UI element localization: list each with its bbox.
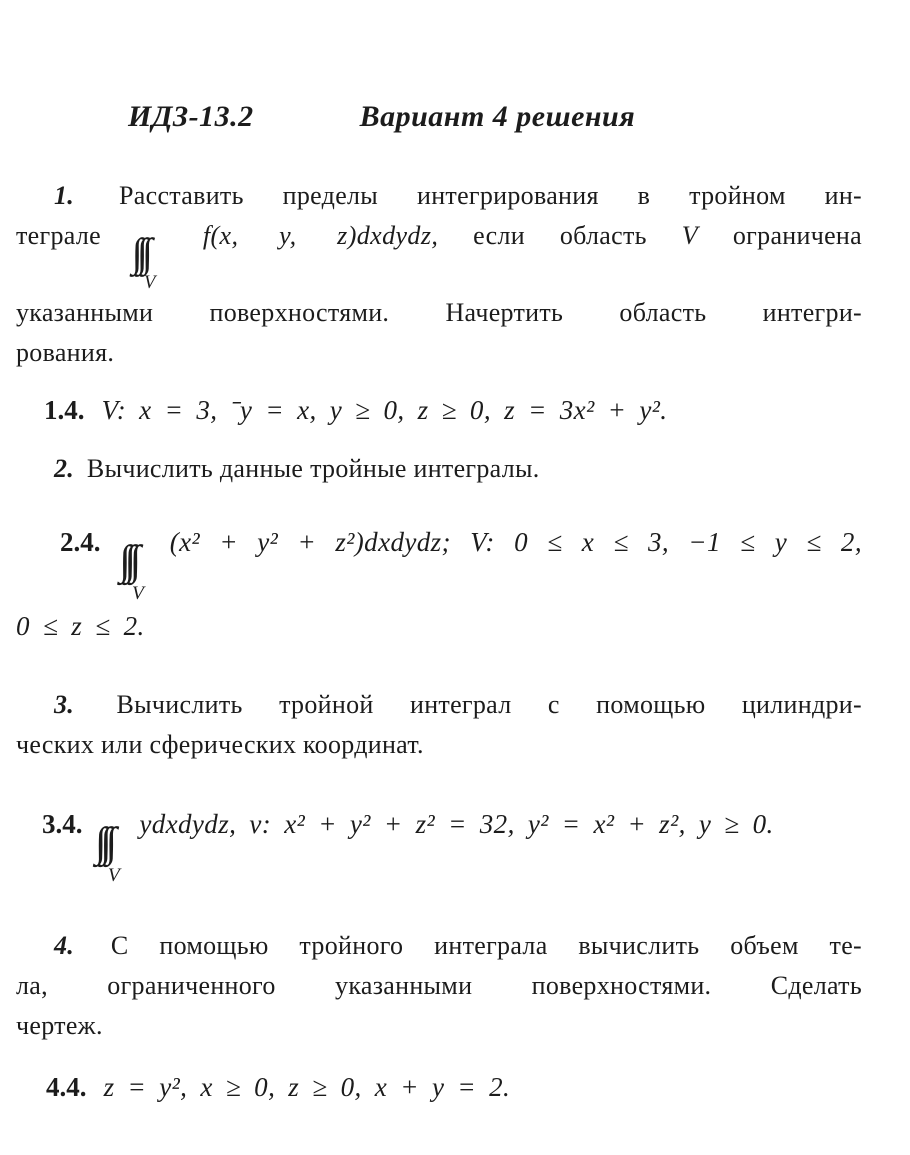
assignment-id: ИДЗ-13.2	[128, 100, 254, 133]
item-1-4-formula: V: x = 3, ˉy = x, y ≥ 0, z ≥ 0, z = 3x² + y².	[101, 395, 668, 426]
item-2-4	[16, 519, 862, 649]
problem-4-text-2: ла, ограниченного указанными поверхностями. Сделать	[16, 970, 862, 1000]
item-2-4-number: 2.4.	[60, 527, 101, 558]
problem-3-line-1	[16, 685, 862, 725]
problem-4	[16, 926, 862, 1046]
item-4-4-number: 4.4.	[46, 1071, 87, 1102]
triple-integral-icon	[142, 233, 158, 293]
problem-4-line-2	[16, 966, 862, 1006]
item-4-4-formula: z = y², x ≥ 0, z ≥ 0, x + y = 2.	[103, 1071, 511, 1102]
problem-3-line-2	[16, 725, 862, 765]
page-title	[16, 100, 862, 134]
item-2-4-formula-1: (x² + y² + z²)dxdydz; V: 0 ≤ x ≤ 3, −1 ≤ y ≤ 2,	[169, 527, 862, 558]
variant-title: Вариант 4 решения	[359, 100, 636, 133]
problem-2-number: 2.	[54, 454, 75, 484]
item-2-4-formula-2: 0 ≤ z ≤ 2.	[16, 611, 145, 642]
problem-1-text-4: рования.	[16, 338, 115, 368]
integral-glyph	[142, 233, 158, 273]
problem-1-text-2c: ограничена	[732, 221, 862, 250]
problem-4-number: 4.	[54, 930, 75, 960]
problem-1-text-1: Расставить пределы интегрирования в тройном ин-	[119, 181, 862, 210]
problem-3-number: 3.	[54, 690, 75, 720]
triple-integral-icon	[130, 541, 147, 603]
problem-2-text: Вычислить данные тройные интегралы.	[86, 454, 540, 484]
item-4-4	[16, 1064, 862, 1110]
item-3-4-number: 3.4.	[42, 809, 83, 840]
item-3-4	[16, 801, 862, 885]
problem-1-number: 1.	[54, 181, 75, 210]
problem-1-region-symbol: V	[681, 221, 698, 250]
problem-1-text-2b: если область	[473, 221, 647, 250]
item-3-4-line	[42, 801, 862, 885]
problem-1-line-2	[16, 216, 862, 293]
integral-subscript: V	[132, 582, 145, 604]
item-2-4-line-1	[16, 519, 862, 603]
problem-1-text-2a: теграле	[16, 221, 101, 250]
item-3-4-formula: ydxdydz, v: x² + y² + z² = 32, y² = x² + z², y ≥ 0.	[139, 809, 774, 840]
triple-integral-icon	[106, 823, 123, 885]
problem-4-line-3	[16, 1006, 862, 1046]
problem-1-line-4	[16, 333, 862, 373]
problem-1-formula: f(x, y, z)dxdydz,	[202, 221, 439, 250]
problem-1-text-3: указанными поверхностями. Начертить область интегри-	[16, 298, 862, 328]
problem-4-text-1: С помощью тройного интеграла вычислить объем те-	[110, 930, 862, 960]
problem-4-text-3: чертеж.	[16, 1010, 103, 1040]
problem-1-line-1	[16, 176, 862, 216]
item-1-4-line	[44, 387, 862, 433]
problem-2-line-1	[16, 449, 862, 489]
integral-subscript: V	[144, 272, 156, 294]
item-2-4-line-2	[16, 603, 862, 649]
item-1-4-number: 1.4.	[44, 395, 85, 426]
item-4-4-line	[46, 1064, 862, 1110]
integral-glyph	[106, 823, 123, 865]
problem-1-line-3	[16, 293, 862, 333]
problem-3-text-2: ческих или сферических координат.	[16, 730, 424, 760]
integral-subscript: V	[107, 865, 121, 887]
problem-4-line-1	[16, 926, 862, 966]
problem-2	[16, 449, 862, 489]
integral-glyph	[130, 541, 147, 583]
problem-3	[16, 685, 862, 765]
problem-1	[16, 176, 862, 373]
item-1-4	[16, 387, 862, 433]
problem-3-text-1: Вычислить тройной интеграл с помощью цилиндри-	[116, 690, 862, 720]
